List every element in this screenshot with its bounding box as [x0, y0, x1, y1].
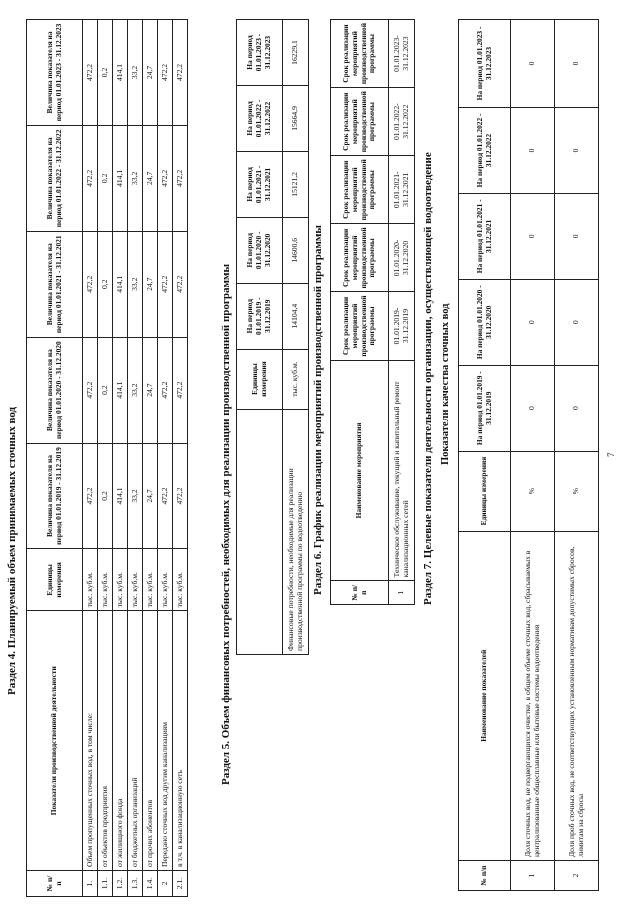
table-cell: 1.4. [143, 871, 158, 897]
header-cell: На период 01.01.2023 - 31.12.2023 [459, 20, 511, 108]
table-cell: 15664,9 [283, 86, 309, 152]
table-cell: 24,7 [143, 337, 158, 443]
table-cell: 472,2 [158, 20, 173, 126]
table-cell: 0 [555, 107, 599, 193]
table-cell: тыс. куб.м. [113, 549, 128, 611]
section7-title: Раздел 7. Целевые показатели деятельности организации, осуществляющей водоотведение [422, 152, 434, 605]
table-cell: 0 [511, 279, 555, 365]
table-cell: 2 [158, 871, 173, 897]
section4-title: Раздел 4. Планируемый объем принимаемых сточных вод [6, 406, 18, 695]
header-cell: Величина показателя на период 01.01.2023 - 31.12.2023 [27, 20, 83, 126]
header-cell: Наименование показателей [459, 531, 511, 861]
table-cell: 472,2 [83, 20, 98, 126]
header-cell: На период 01.01.2019 - 31.12.2019 [237, 283, 283, 349]
section4-table [26, 19, 188, 897]
table-cell: 1.2. [113, 871, 128, 897]
header-cell: Срок реализации мероприятий производственной программы [331, 224, 389, 292]
section5-header-row [237, 20, 283, 655]
header-cell: На период 01.01.2022 - 31.12.2022 [459, 107, 511, 193]
section7-subtitle: Показатели качества сточных вод [440, 303, 451, 465]
header-cell: Величина показателя на период 01.01.2021 - 31.12.2021 [27, 231, 83, 337]
header-cell: Величина показателя на период 01.01.2020 - 31.12.2020 [27, 337, 83, 443]
header-cell: Срок реализации мероприятий производственной программы [331, 156, 389, 224]
page-number: 7 [606, 452, 616, 457]
table-cell: 2.1. [173, 871, 188, 897]
table-row [511, 20, 555, 891]
header-cell: На период 01.01.2023 - 31.12.2023 [237, 20, 283, 86]
header-cell: Единицы измерения [459, 451, 511, 531]
table-cell: 414,1 [113, 20, 128, 126]
table-row [98, 20, 113, 897]
table-cell: 472,2 [173, 125, 188, 231]
table-cell: Доля сточных вод, не подвергающихся очистке, в общем объеме сточных вод, сбрасываемых в централизованные общесплавные или бытовые системы водоотведения [511, 531, 555, 861]
table-cell: тыс. куб.м. [98, 549, 113, 611]
table-cell: 1.1. [98, 871, 113, 897]
table-cell: 0,2 [98, 337, 113, 443]
table-cell: 414,1 [113, 443, 128, 549]
section5-table [236, 19, 309, 655]
table-cell: 01.01.2021- 31.12.2021 [389, 156, 415, 224]
table-cell: 0 [555, 279, 599, 365]
header-cell: № п/п [27, 871, 83, 897]
table-cell: % [555, 451, 599, 531]
header-cell: На период 01.01.2021 - 31.12.2021 [237, 151, 283, 217]
table-cell: Финансовые потребности, необходимые для реализации производственной программы по водоотведению [283, 409, 309, 654]
table-cell: 472,2 [158, 125, 173, 231]
table-cell: 472,2 [158, 443, 173, 549]
header-cell [237, 409, 283, 654]
header-cell: На период 01.01.2019 - 31.12.2019 [459, 365, 511, 451]
table-cell: 472,2 [83, 231, 98, 337]
table-cell: 472,2 [173, 443, 188, 549]
header-cell: На период 01.01.2020 - 31.12.2020 [237, 217, 283, 283]
table-cell: 0,2 [98, 231, 113, 337]
section6-header-row [331, 20, 389, 605]
table-cell: 0 [511, 107, 555, 193]
header-cell: Единицы измерения [237, 349, 283, 409]
table-cell: 01.01.2019- 31.12.2019 [389, 292, 415, 360]
table-cell: 0,2 [98, 20, 113, 126]
table-cell: 0,2 [98, 443, 113, 549]
header-cell: Величина показателя на период 01.01.2019 - 31.12.2019 [27, 443, 83, 549]
table-cell: тыс. куб.м. [83, 549, 98, 611]
table-cell: 472,2 [173, 20, 188, 126]
header-cell: № п/п [459, 861, 511, 891]
table-cell: 0 [555, 365, 599, 451]
table-row [113, 20, 128, 897]
table-cell: 0 [511, 20, 555, 108]
table-cell: Передано сточных вод другим канализациям [158, 611, 173, 871]
table-cell: 15121,2 [283, 151, 309, 217]
table-cell: 14104,4 [283, 283, 309, 349]
table-cell: тыс. куб.м. [173, 549, 188, 611]
table-cell: 1. [83, 871, 98, 897]
header-cell: Срок реализации мероприятий производственной программы [331, 20, 389, 88]
table-cell: от жилищного фонда [113, 611, 128, 871]
table-row [83, 20, 98, 897]
table-cell: 0 [511, 193, 555, 279]
section4-header-row [27, 20, 83, 897]
table-cell: 1.3. [128, 871, 143, 897]
header-cell: На период 01.01.2021 - 31.12.2021 [459, 193, 511, 279]
table-cell: 414,1 [113, 231, 128, 337]
table-cell: 472,2 [158, 337, 173, 443]
table-cell: 01.01.2023- 31.12.2023 [389, 20, 415, 88]
table-cell: 33,2 [128, 20, 143, 126]
header-cell: Показатели производственной деятельности [27, 611, 83, 871]
section5-title: Раздел 5. Объем финансовых потребностей, необходимых для реализации производственной программы [220, 263, 232, 785]
table-cell: 2 [555, 861, 599, 891]
section6-title: Раздел 6. График реализации мероприятий производственной программы [312, 225, 324, 595]
table-cell: 01.01.2022- 31.12.2022 [389, 88, 415, 156]
table-cell: Доля проб сточных вод, не соответствующих установленным нормативам допустимых сбросов, лимитам на сбросы [555, 531, 599, 861]
table-cell: 472,2 [173, 231, 188, 337]
header-cell: Срок реализации мероприятий производственной программы [331, 88, 389, 156]
table-cell: 0,2 [98, 125, 113, 231]
table-cell: 16229,1 [283, 20, 309, 86]
table-row [143, 20, 158, 897]
table-cell: 414,1 [113, 125, 128, 231]
table-cell: 24,7 [143, 231, 158, 337]
table-cell: от прочих абонентов [143, 611, 158, 871]
table-cell: в т.ч. в канализационную сеть [173, 611, 188, 871]
table-cell: % [511, 451, 555, 531]
table-cell: 33,2 [128, 443, 143, 549]
section6-table [330, 19, 415, 605]
table-cell: от бюджетных организаций [128, 611, 143, 871]
table-cell: Техническое обслуживание, текущий и капитальный ремонт канализационных сетей [389, 360, 415, 581]
table-cell: 24,7 [143, 20, 158, 126]
table-cell: 0 [511, 365, 555, 451]
table-cell: 1 [389, 581, 415, 605]
table-cell: 33,2 [128, 231, 143, 337]
table-cell: 01.01.2020- 31.12.2020 [389, 224, 415, 292]
header-cell: Наименование мероприятия [331, 360, 389, 581]
table-cell: 414,1 [113, 337, 128, 443]
header-cell: Единицы измерения [27, 549, 83, 611]
table-cell: 24,7 [143, 443, 158, 549]
table-cell: тыс. куб.м. [128, 549, 143, 611]
table-row [128, 20, 143, 897]
table-cell: тыс. куб.м. [158, 549, 173, 611]
table-row [389, 20, 415, 605]
table-cell: Объем пропущенных сточных вод, в том числе: [83, 611, 98, 871]
table-cell: 33,2 [128, 337, 143, 443]
table-cell: от объектов предприятия [98, 611, 113, 871]
table-cell: 472,2 [158, 231, 173, 337]
header-cell: № п/п [331, 581, 389, 605]
table-cell: 472,2 [83, 337, 98, 443]
table-cell: 24,7 [143, 125, 158, 231]
table-cell: тыс. куб.м. [143, 549, 158, 611]
table-row [283, 20, 309, 655]
table-row [158, 20, 173, 897]
table-cell: 0 [555, 193, 599, 279]
table-cell: тыс. куб.м. [283, 349, 309, 409]
header-cell: На период 01.01.2020 - 31.12.2020 [459, 279, 511, 365]
table-cell: 472,2 [83, 125, 98, 231]
header-cell: На период 01.01.2022 - 31.12.2022 [237, 86, 283, 152]
table-row [173, 20, 188, 897]
table-cell: 472,2 [173, 337, 188, 443]
table-cell: 472,2 [83, 443, 98, 549]
table-cell: 1 [511, 861, 555, 891]
section7-header-row [459, 20, 511, 891]
header-cell: Срок реализации мероприятий производственной программы [331, 292, 389, 360]
header-cell: Величина показателя на период 01.01.2022 - 31.12.2022 [27, 125, 83, 231]
section7-table [458, 19, 599, 891]
table-row [555, 20, 599, 891]
table-cell: 33,2 [128, 125, 143, 231]
table-cell: 14600,6 [283, 217, 309, 283]
table-cell: 0 [555, 20, 599, 108]
